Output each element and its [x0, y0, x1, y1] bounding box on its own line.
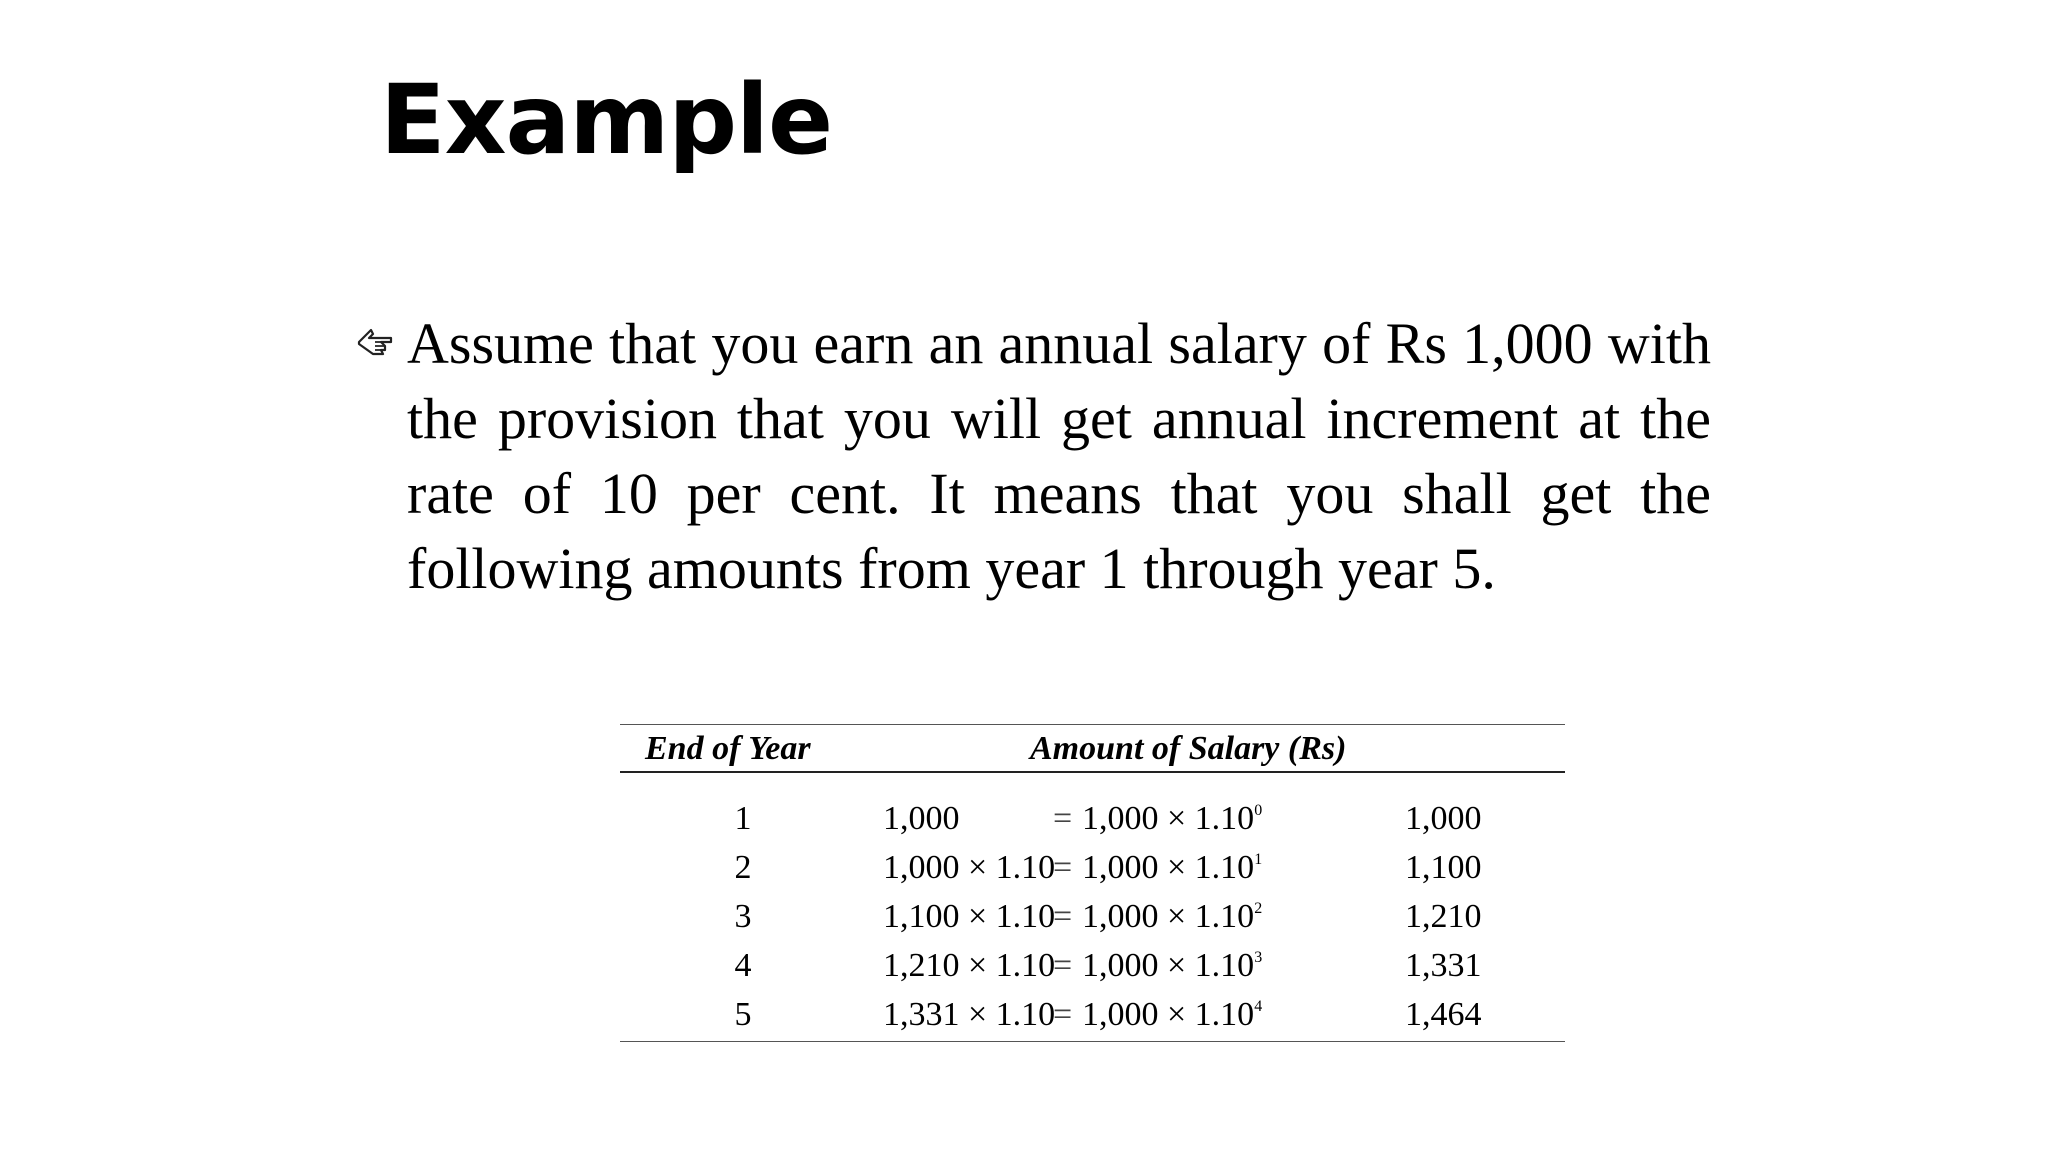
table-row	[620, 897, 1565, 946]
row-equals: =	[1053, 849, 1073, 886]
row-exponent: 1	[1254, 851, 1263, 868]
row-power-form: $1,000 \times 1.10^1$	[1082, 849, 1263, 886]
row-power-form: $1,000 \times 1.10^4$	[1082, 996, 1263, 1033]
row-exponent: 0	[1254, 802, 1263, 819]
row-exponent: 2	[1254, 900, 1263, 917]
header-amount-of-salary: Amount of Salary (Rs)	[1030, 730, 1347, 767]
row-calculation: 1,210 × 1.10	[883, 947, 1056, 984]
row-calculation: 1,100 × 1.10	[883, 898, 1056, 935]
table-row	[620, 848, 1565, 897]
row-calculation: 1,000 × 1.10	[883, 849, 1056, 886]
row-exponent: 4	[1254, 998, 1263, 1015]
row-calculation: 1,000	[883, 800, 960, 837]
row-result: 1,000	[1405, 800, 1482, 837]
row-equals: =	[1053, 800, 1073, 837]
row-power-form: $1,000 \times 1.10^3$	[1082, 947, 1263, 984]
slide-title: Example	[380, 64, 833, 176]
row-result: 1,210	[1405, 898, 1482, 935]
bullet-text: Assume that you earn an annual salary of Rs 1,000 with the provision that you will get annual increment at the rate of 10 per cent. It means that you shall get the following amounts from year 1 through year 5.	[407, 311, 1711, 601]
salary-table	[620, 724, 1565, 1042]
row-year: 2	[734, 849, 752, 886]
table-row	[620, 946, 1565, 995]
row-result: 1,464	[1405, 996, 1482, 1033]
row-calculation: 1,331 × 1.10	[883, 996, 1056, 1033]
row-year: 1	[734, 800, 752, 837]
row-equals: =	[1053, 898, 1073, 935]
header-end-of-year: End of Year	[645, 730, 811, 767]
table-row	[620, 995, 1565, 1044]
row-result: 1,100	[1405, 849, 1482, 886]
row-year: 3	[734, 898, 752, 935]
row-year: 4	[734, 947, 752, 984]
table-header	[620, 725, 1565, 771]
row-power-form: $1,000 \times 1.10^2$	[1082, 898, 1263, 935]
row-equals: =	[1053, 947, 1073, 984]
table-body	[620, 773, 1565, 1041]
pointing-hand-icon	[355, 322, 399, 362]
bullet-paragraph	[355, 306, 1711, 606]
row-power-form: $1,000 \times 1.10^0$	[1082, 800, 1263, 837]
row-result: 1,331	[1405, 947, 1482, 984]
row-year: 5	[734, 996, 752, 1033]
row-exponent: 3	[1254, 949, 1263, 966]
row-equals: =	[1053, 996, 1073, 1033]
table-row	[620, 799, 1565, 848]
